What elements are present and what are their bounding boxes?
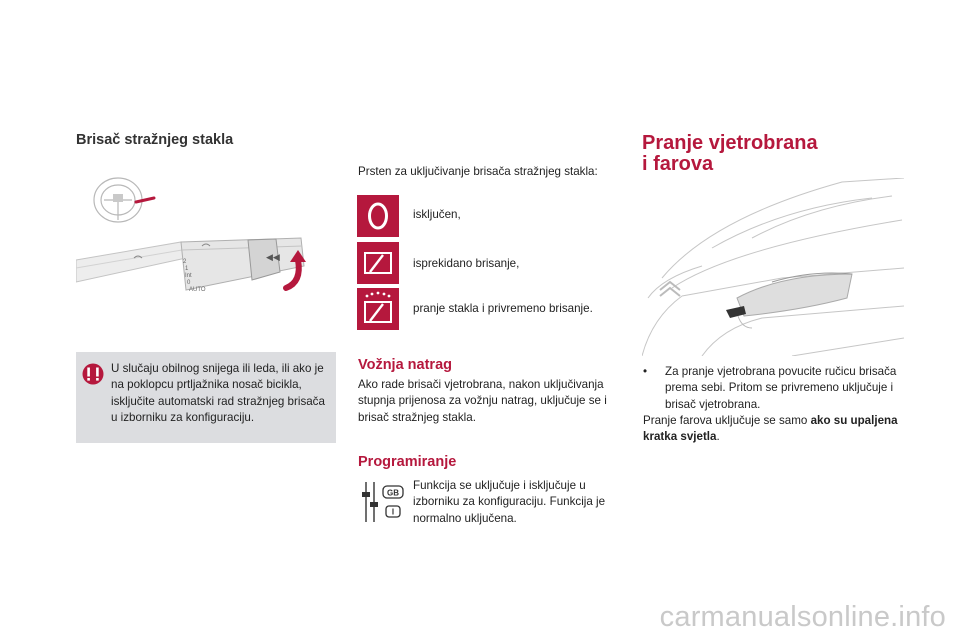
warning-icon (82, 363, 104, 385)
svg-text:0: 0 (187, 280, 191, 286)
svg-text:2: 2 (183, 259, 187, 265)
reverse-text: Ako rade brisači vjetrobrana, nakon uključivanja stupnja prijenosa za vožnju natrag, uključuje se i brisač stražnjeg stakla. (358, 378, 607, 424)
programming-title: Programiranje (358, 454, 457, 470)
i-label: I (391, 507, 395, 517)
svg-text:Int: Int (185, 273, 192, 279)
mode-off-label: isključen, (413, 208, 461, 221)
note-suffix: . (716, 430, 720, 444)
bullet-icon: • (643, 365, 648, 378)
config-menu-icon (360, 480, 406, 524)
wash-step-text: Za pranje vjetrobrana povucite ručicu brisača prema sebi. Pritom se privremeno uključuje i brisač vjetrobrana. (665, 365, 897, 411)
title-line-2: i farova (642, 153, 714, 175)
off-ring-icon (357, 195, 399, 237)
programming-text: Funkcija se uključuje i isključuje u izborniku za konfiguraciju. Funkcija je normalno uključena. (413, 479, 606, 525)
mode-intermittent-label: isprekidano brisanje, (413, 257, 520, 270)
headlamp-note (643, 413, 905, 446)
note-prefix: Pranje farova uključuje se samo (643, 414, 811, 427)
note-bold: ako su upaljena kratka svjetla (643, 414, 898, 444)
ring-intro-text: Prsten za uključivanje brisača stražnjeg stakla: (358, 165, 598, 178)
gb-label: GB (387, 488, 399, 498)
title-line-1: Pranje vjetrobrana (642, 132, 818, 154)
svg-text:1: 1 (185, 266, 189, 272)
svg-text:AUTO: AUTO (189, 287, 206, 293)
car-front-illustration (642, 178, 904, 356)
wiper-stalk-illustration (76, 170, 338, 320)
svg-text:◀◀: ◀◀ (266, 252, 280, 262)
intermittent-wipe-icon (357, 242, 399, 284)
wash-step (643, 364, 903, 413)
watermark-text: carmanualsonline.info (659, 601, 946, 633)
headlamp-wash-title (642, 133, 818, 175)
rear-wiper-title: Brisač stražnjeg stakla (76, 132, 234, 148)
mode-wash-label: pranje stakla i privremeno brisanje. (413, 302, 593, 315)
warning-text: U slučaju obilnog snijega ili leda, ili ako je na poklopcu prtljažnika nosač bicikla, isključite automatski rad stražnjeg brisača u izborniku za konfiguraciju. (111, 362, 325, 425)
wash-wipe-icon (357, 288, 399, 330)
reverse-title: Vožnja natrag (358, 357, 452, 373)
